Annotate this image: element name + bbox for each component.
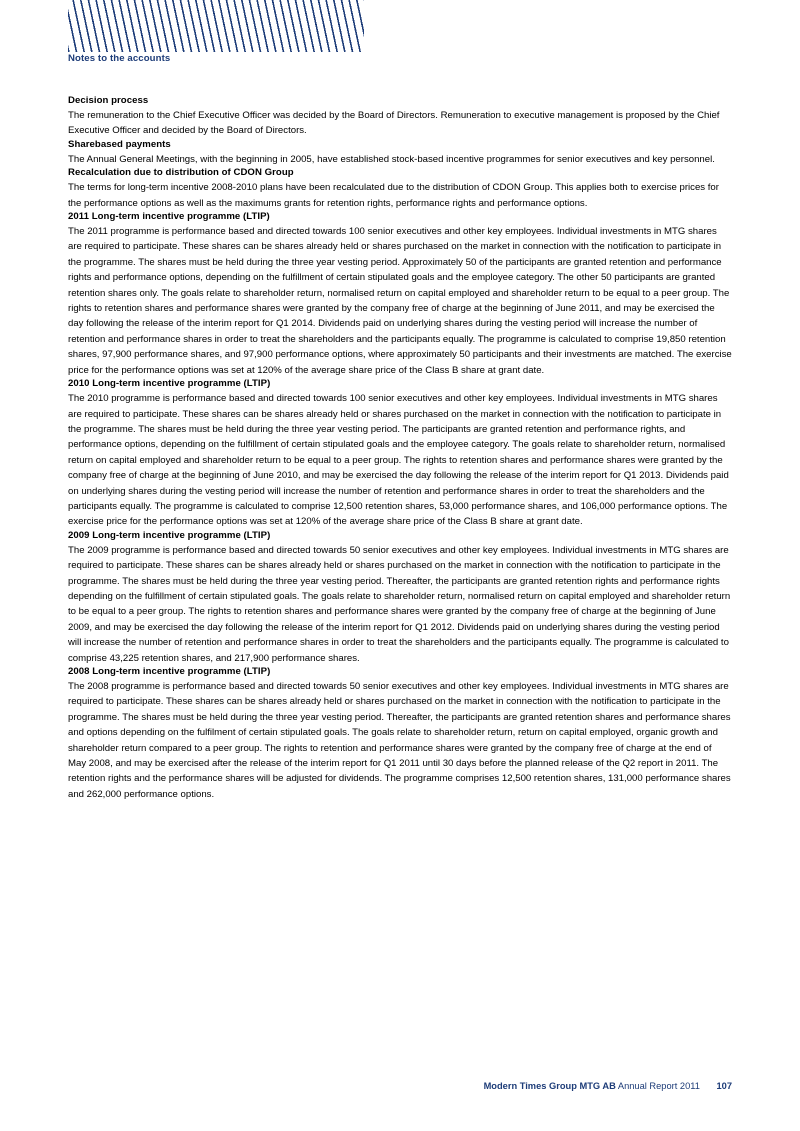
section-ltip-2011 xyxy=(68,211,732,378)
section-heading: 2010 Long-term incentive programme (LTIP) xyxy=(68,378,271,390)
section-heading: Recalculation due to distribution of CDON Group xyxy=(68,167,294,179)
footer-page-number: 107 xyxy=(716,1081,732,1091)
section-ltip-2009 xyxy=(68,530,732,666)
page-content xyxy=(68,95,732,802)
section-heading: 2011 Long-term incentive programme (LTIP) xyxy=(68,211,270,223)
section-heading: Decision process xyxy=(68,95,149,106)
section-paragraph: The 2010 programme is performance based and directed towards 100 senior executives and other key employees. Individual investments in MTG shares are required to participate. These shares can be shares already held or shares purchased on the market in connection with the notification to participate in the programme. The shares must be held during the three year vesting period. The participants are granted retention and performance rights, and performance options, depending on the fulfillment of certain stipulated goals and the employee category. The goals relate to shareholder return, normalised return on capital employed and shareholder return to be equal to a peer group. The rights to retention shares and performance shares were granted by the company free of charge at the beginning of June 2010, and may be exercised the day following the release of the interim report for Q1 2013. Dividends paid on underlying shares during the vesting period will increase the number of retention and performance shares in order to treat the shareholders and the participants equally. The programme is calculated to comprise 12,500 retention shares, 53,000 performance shares, and 106,000 performance options. The exercise price for the performance options was set at 120% of the average share price of the Class B share at grant date. xyxy=(68,393,729,528)
footer-company-name: Modern Times Group MTG AB xyxy=(483,1081,616,1091)
section-decision-process xyxy=(68,95,732,139)
section-heading: 2008 Long-term incentive programme (LTIP) xyxy=(68,666,271,677)
page-footer xyxy=(0,1081,732,1091)
section-paragraph: The 2008 programme is performance based and directed towards 50 senior executives and other key employees. Individual investments in MTG shares are required to participate. These shares can be shares already held or shares purchased on the market in connection with the notification to participate in the programme. The shares must be held during the three year vesting period. Thereafter, the participants are granted retention shares and performance shares and options depending on the fulfilment of certain stipulated goals. The goals relate to shareholder return, return on capital employed, organic growth and shareholder return compared to a peer group. The rights to retention and performance shares were granted by the company free of charge at the end of May 2008, and may be exercised after the release of the interim report for Q1 2011 until 30 days before the planned release of the Q2 report in 2011. The retention rights and the performance shares will be adjusted for dividends. The programme comprises 12,500 retention shares, 131,000 performance shares and 262,000 performance options. xyxy=(68,681,731,800)
section-sharebased-payments xyxy=(68,139,732,167)
section-heading: Sharebased payments xyxy=(68,138,171,150)
section-paragraph: The Annual General Meetings, with the beginning in 2005, have established stock-based incentive programmes for senior executives and key personnel. xyxy=(68,153,715,165)
section-paragraph: The terms for long-term incentive 2008-2010 plans have been recalculated due to the distribution of CDON Group. This applies both to exercise prices for the performance options as well as the maximums grants for retention rights, performance rights and performance options. xyxy=(68,182,719,209)
decorative-hatch-band xyxy=(68,0,364,52)
section-heading: 2009 Long-term incentive programme (LTIP) xyxy=(68,529,271,541)
section-ltip-2010 xyxy=(68,378,732,530)
running-head: Notes to the accounts xyxy=(68,53,171,64)
section-paragraph: The 2009 programme is performance based and directed towards 50 senior executives and other key employees. Individual investments in MTG shares are required to participate. These shares can be shares already held or shares purchased on the market in connection with the notification to participate in the programme. The shares must be held during the three year vesting period. Thereafter, the participants are granted retention rights and performance rights depending on the fulfillment of certain stipulated goals. The goals relate to shareholder return, normalised return on capital employed and shareholder return to be equal to a peer group. The rights to retention shares and performance shares were granted by the company free of charge at the beginning of June 2009, and may be exercised the day following the release of the interim report for Q1 2012. Dividends paid on underlying shares during the vesting period will increase the number of retention and performance shares in order to treat the shareholders and the participants equally. The programme is calculated to comprise 43,225 retention shares, and 217,900 performance shares. xyxy=(68,544,731,664)
section-paragraph: The 2011 programme is performance based and directed towards 100 senior executives and other key employees. Individual investments in MTG shares are required to participate. These shares can be shares already held or shares purchased on the market in connection with the notification to participate in the programme. The shares must be held during the three year vesting period. Approximately 50 of the participants are granted retention and performance rights and performance options, depending on the fulfillment of certain stipulated goals and the employee category. The other 50 participants are granted retention shares only. The goals relate to shareholder return, normalised return on capital employed and shareholder return to be equal to a peer group. The rights to retention shares and performance shares were granted by the company free of charge at the beginning of June 2011, and may be exercised the day following the release of the interim report for Q1 2014. Dividends paid on underlying shares during the vesting period will increase the number of retention and performance shares in order to treat the shareholders and the participants equally. The programme is calculated to comprise 19,850 retention shares, 97,900 performance shares, and 97,900 performance options, where approximately 50 participants and their investments are matched. The exercise price for the performance options was set at 120% of the average share price of the Class B share at grant date. xyxy=(68,226,732,376)
section-recalculation-cdon-group xyxy=(68,167,732,211)
section-ltip-2008 xyxy=(68,666,732,802)
footer-report-title: Annual Report 2011 xyxy=(617,1081,700,1091)
section-paragraph: The remuneration to the Chief Executive Officer was decided by the Board of Directors. Remuneration to executive management is proposed by the Chief Executive Officer and decided by the Board of Directors. xyxy=(68,110,720,137)
